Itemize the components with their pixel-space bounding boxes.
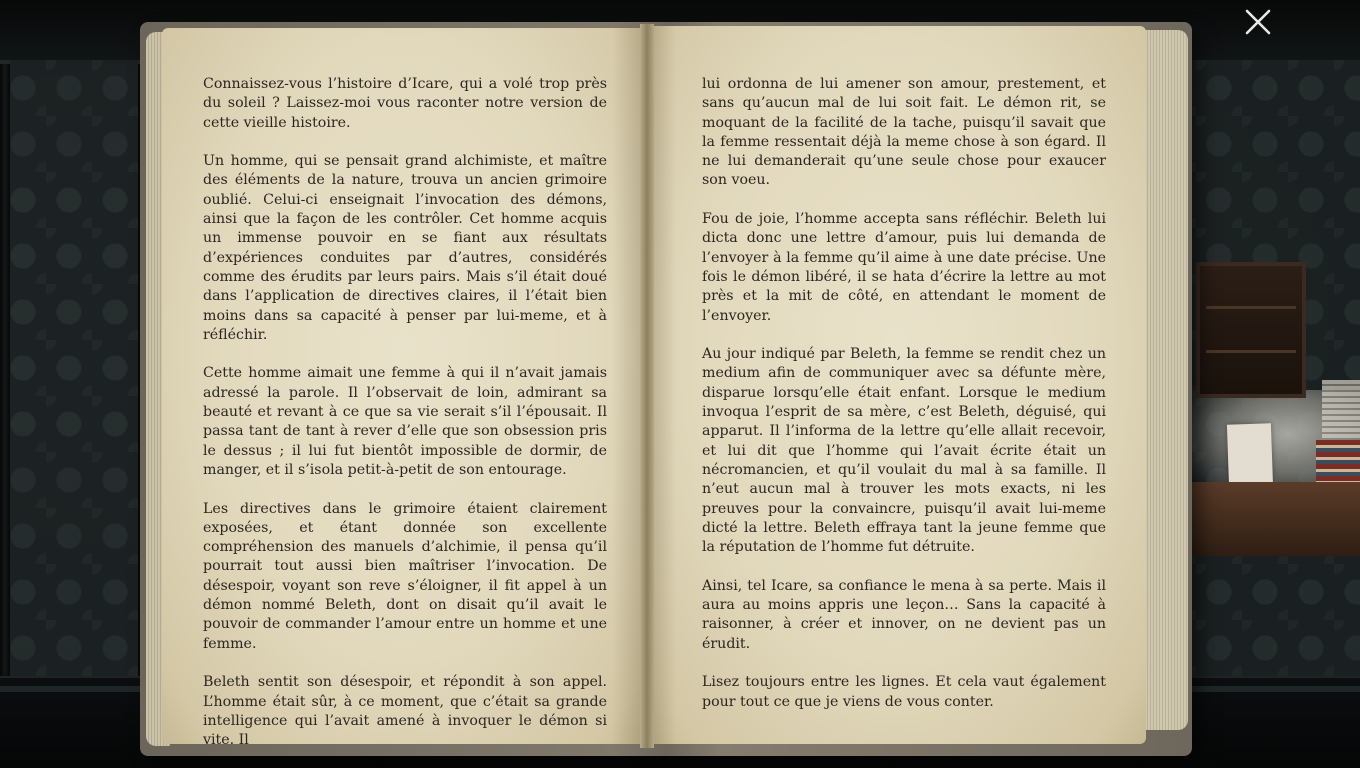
room-desk [1184,482,1360,556]
right-page-text [702,75,1106,731]
room-bookshelf [1196,262,1306,398]
left-paragraph-2: Un homme, qui se pensait grand alchimiste, et maître des éléments de la nature, trouva un ancien grimoire oublié. Celui-ci enseignait l’invocation des démons, ainsi que la façon de les contrôler. Cet homme acquis un immense pouvoir en se fiant aux résultats d’expériences conduites par d’autres, considérés comme des érudits par leurs pairs. Mais s’il était doué dans l’application de directives claires, il l’était bien moins dans sa capacité à penser par lui-meme, et à réfléchir. [203,153,607,343]
right-paragraph-4: Ainsi, tel Icare, sa confiance le mena à sa perte. Mais il aura au moins appris une leçon… Sans la capacité à raisonner, à créer et innover, on ne devient pas un érudit. [702,577,1106,652]
left-page-text [203,75,607,768]
close-icon [1244,8,1272,36]
right-paragraph-3: Au jour indiqué par Beleth, la femme se rendit chez un medium afin de communiquer avec sa défunte mère, disparue lorsqu’elle était enfant. Lorsque le medium invoqua l’esprit de sa mère, c’est Beleth, déguisé, qui apparut. Il l’informa de la lettre qu’elle allait recevoir, et lui dit que l’homme qui l’avait écrite était un nécromancien, et qu’il voulait du mal à sa famille. Il n’eut aucun mal à trouver les mots exacts, ni les preuves pour la convaincre, puisqu’il avait lui-meme dicté la lettre. Beleth effraya tant la jeune femme que la réputation de l’homme fut détruite. [702,346,1106,556]
room-papers-stack [1322,380,1360,440]
left-paragraph-3: Cette homme aimait une femme à qui il n’avait jamais adressé la parole. Il l’observait de loin, admirant sa beauté et revant à ce que sa vie serait s’il l’épousait. Il passa tant de tant à rever d’elle que son obsession pris le dessus ; il lui fut bientôt impossible de dormir, de manger, et il s’isola petit-à-petit de son entourage. [203,365,607,478]
left-wall-pillar [0,64,10,676]
right-paragraph-1: lui ordonna de lui amener son amour, prestement, et sans qu’aucun mal de lui soit fait. Le démon rit, se moquant de la facilité de la tache, puisqu’il savait que la femme ressentait déjà la meme chose à son égard. Il ne lui demanderait qu’une seule chose pour exaucer son voeu. [702,76,1106,189]
close-button[interactable] [1240,4,1276,40]
room-pinned-note [1227,423,1273,488]
book-spine-gutter [640,24,654,748]
left-paragraph-1: Connaissez-vous l’histoire d’Icare, qui a volé trop près du soleil ? Laissez-moi vous raconter notre version de cette vieille histoire. [203,76,607,131]
left-paragraph-4: Les directives dans le grimoire étaient clairement exposées, et étant donnée son excellente compréhension des manuels d’alchimie, il pensa qu’il pourrait tout aussi bien maîtriser l’invocation. De désespoir, voyant son reve s’éloigner, il fit appel à un démon nommé Beleth, dont on disait qu’il avait le pouvoir de commander l’amour entre un homme et une femme. [203,500,607,652]
right-paragraph-5: Lisez toujours entre les lignes. Et cela vaut également pour tout ce que je viens de vous conter. [702,674,1106,710]
right-paragraph-2: Fou de joie, l’homme accepta sans réfléchir. Beleth lui dicta donc une lettre d’amour, puis lui demanda de l’envoyer à la femme qu’il aime à une date précise. Une fois le démon libéré, il se hata d’écrire la lettre au mot près et la mit de côté, en attendant le moment de l’envoyer. [702,211,1106,324]
left-paragraph-5: Beleth sentit son désespoir, et répondit à son appel. L’homme était sûr, à ce moment, que c’était sa grande intelligence qui l’avait amené à invoquer le démon si vite. Il [203,674,607,749]
